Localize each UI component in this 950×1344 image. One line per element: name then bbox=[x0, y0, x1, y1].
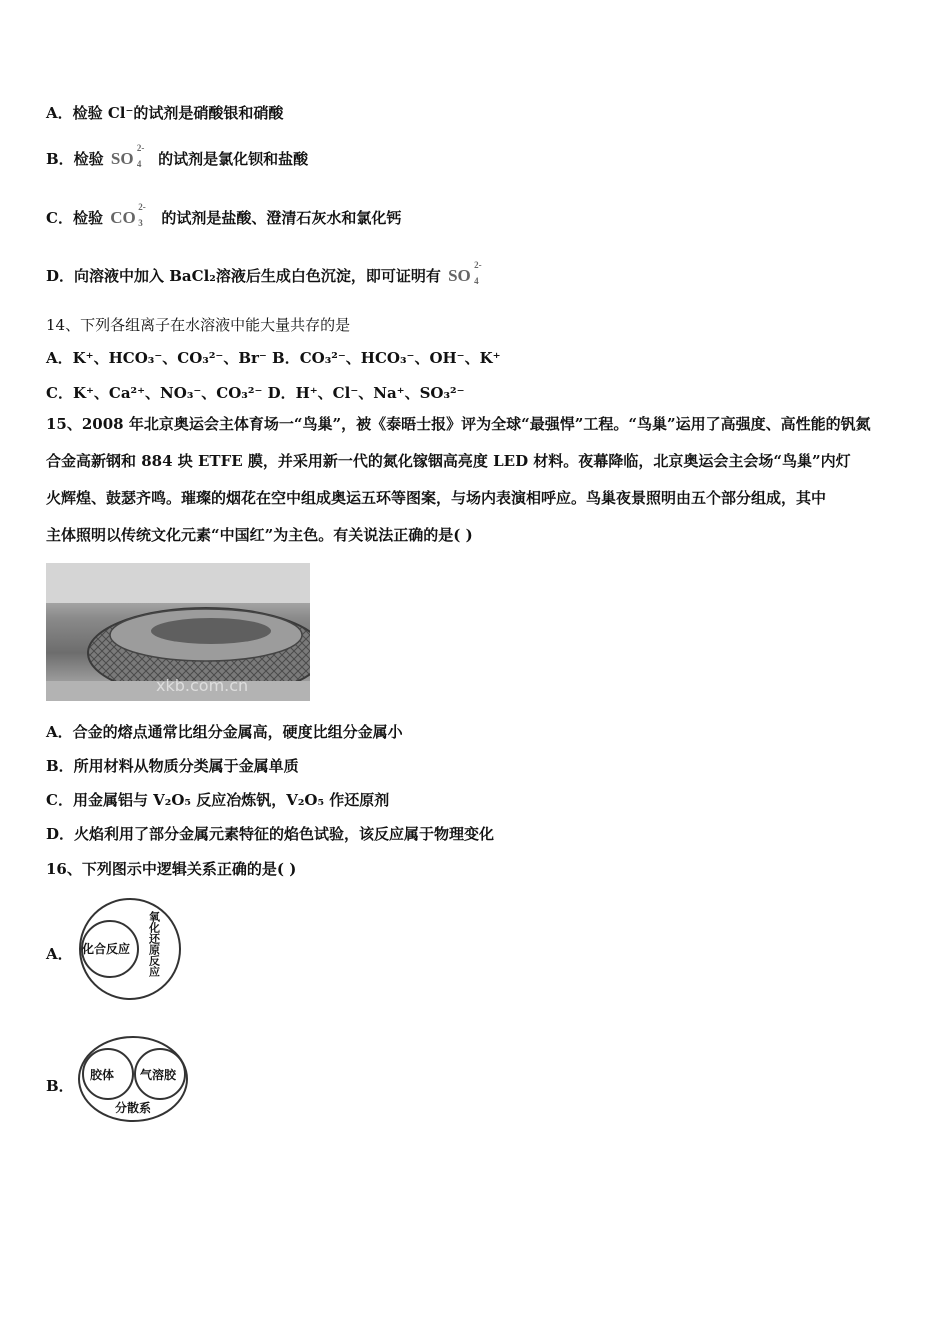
carbonate-formula-base: CO bbox=[110, 208, 136, 227]
colloid-label: 胶体 bbox=[90, 1068, 115, 1082]
redox-reaction-label: 氧化还原反应 bbox=[147, 911, 161, 977]
sulfate-charge: 2- bbox=[474, 260, 482, 270]
q14-options-row-2: C．K⁺、Ca²⁺、NO₃⁻、CO₃²⁻ D．H⁺、Cl⁻、Na⁺、SO₃²⁻ bbox=[46, 384, 465, 402]
q14-stem: 14、下列各组离子在水溶液中能大量共存的是 bbox=[46, 316, 351, 334]
q13-option-d bbox=[46, 260, 486, 286]
q14-options-row-1: A．K⁺、HCO₃⁻、CO₃²⁻、Br⁻ B．CO₃²⁻、HCO₃⁻、OH⁻、K⁺ bbox=[46, 349, 501, 367]
q15-stem-line-4: 主体照明以传统文化元素“中国红”为主色。有关说法正确的是( ) bbox=[46, 526, 473, 544]
dispersion-system-label: 分散系 bbox=[115, 1101, 152, 1115]
aerosol-label: 气溶胶 bbox=[140, 1068, 177, 1082]
q13-option-a: A．检验 Cl⁻的试剂是硝酸银和硝酸 bbox=[46, 104, 284, 122]
sulfate-formula bbox=[110, 143, 149, 169]
q15-stem bbox=[46, 406, 908, 554]
q13-option-b bbox=[46, 143, 309, 169]
q16-stem: 16、下列图示中逻辑关系正确的是( ) bbox=[46, 860, 297, 878]
carbonate-charge: 2- bbox=[138, 202, 146, 212]
photo-watermark: xkb.com.cn bbox=[156, 676, 249, 695]
q13-option-c-prefix: C．检验 bbox=[46, 209, 103, 227]
combination-reaction-label: 化合反应 bbox=[82, 942, 131, 956]
q15-option-b: B．所用材料从物质分类属于金属单质 bbox=[46, 757, 299, 775]
q15-option-c: C．用金属铝与 V₂O₅ 反应冶炼钒，V₂O₅ 作还原剂 bbox=[46, 791, 390, 809]
q15-stem-line-3: 火辉煌、鼓瑟齐鸣。璀璨的烟花在空中组成奥运五环等图案，与场内表演相呼应。鸟巢夜景照明由五个部分组成，其中 bbox=[46, 489, 827, 507]
stadium-illustration bbox=[46, 563, 310, 701]
q16-diagram-a bbox=[74, 895, 186, 1003]
sulfate-charge: 2- bbox=[136, 143, 145, 153]
sulfate-formula bbox=[448, 260, 486, 286]
q13-option-b-prefix: B．检验 bbox=[46, 150, 104, 168]
q16-option-a-label: A． bbox=[46, 945, 73, 963]
sulfate-subscript: 4 bbox=[136, 159, 142, 169]
q15-stem-line-1: 15、2008 年北京奥运会主体育场一“鸟巢”，被《泰晤士报》评为全球“最强悍”工程。“鸟巢”运用了高强度、高性能的钒氮 bbox=[46, 415, 871, 433]
q16-diagram-b bbox=[76, 1034, 192, 1124]
q15-option-a: A．合金的熔点通常比组分金属高，硬度比组分金属小 bbox=[46, 723, 403, 741]
birds-nest-stadium-photo bbox=[46, 563, 310, 701]
sulfate-formula-base: SO bbox=[448, 266, 471, 285]
sulfate-subscript: 4 bbox=[474, 276, 479, 286]
q13-option-c bbox=[46, 202, 402, 228]
q13-option-d-prefix: D．向溶液中加入 BaCl₂溶液后生成白色沉淀，即可证明有 bbox=[46, 267, 441, 285]
q13-option-c-suffix: 的试剂是盐酸、澄清石灰水和氯化钙 bbox=[161, 209, 402, 227]
carbonate-subscript: 3 bbox=[138, 218, 143, 228]
carbonate-formula bbox=[110, 202, 150, 228]
q16-option-b-label: B． bbox=[46, 1077, 74, 1095]
q15-option-d: D．火焰利用了部分金属元素特征的焰色试验，该反应属于物理变化 bbox=[46, 825, 495, 843]
q13-option-b-suffix: 的试剂是氯化钡和盐酸 bbox=[158, 150, 309, 168]
sulfate-formula-base: SO bbox=[110, 149, 134, 168]
q15-stem-line-2: 合金高新钢和 884 块 ETFE 膜，并采用新一代的氮化镓铟高亮度 LED 材料。夜幕降临，北京奥运会主会场“鸟巢”内灯 bbox=[46, 452, 851, 470]
